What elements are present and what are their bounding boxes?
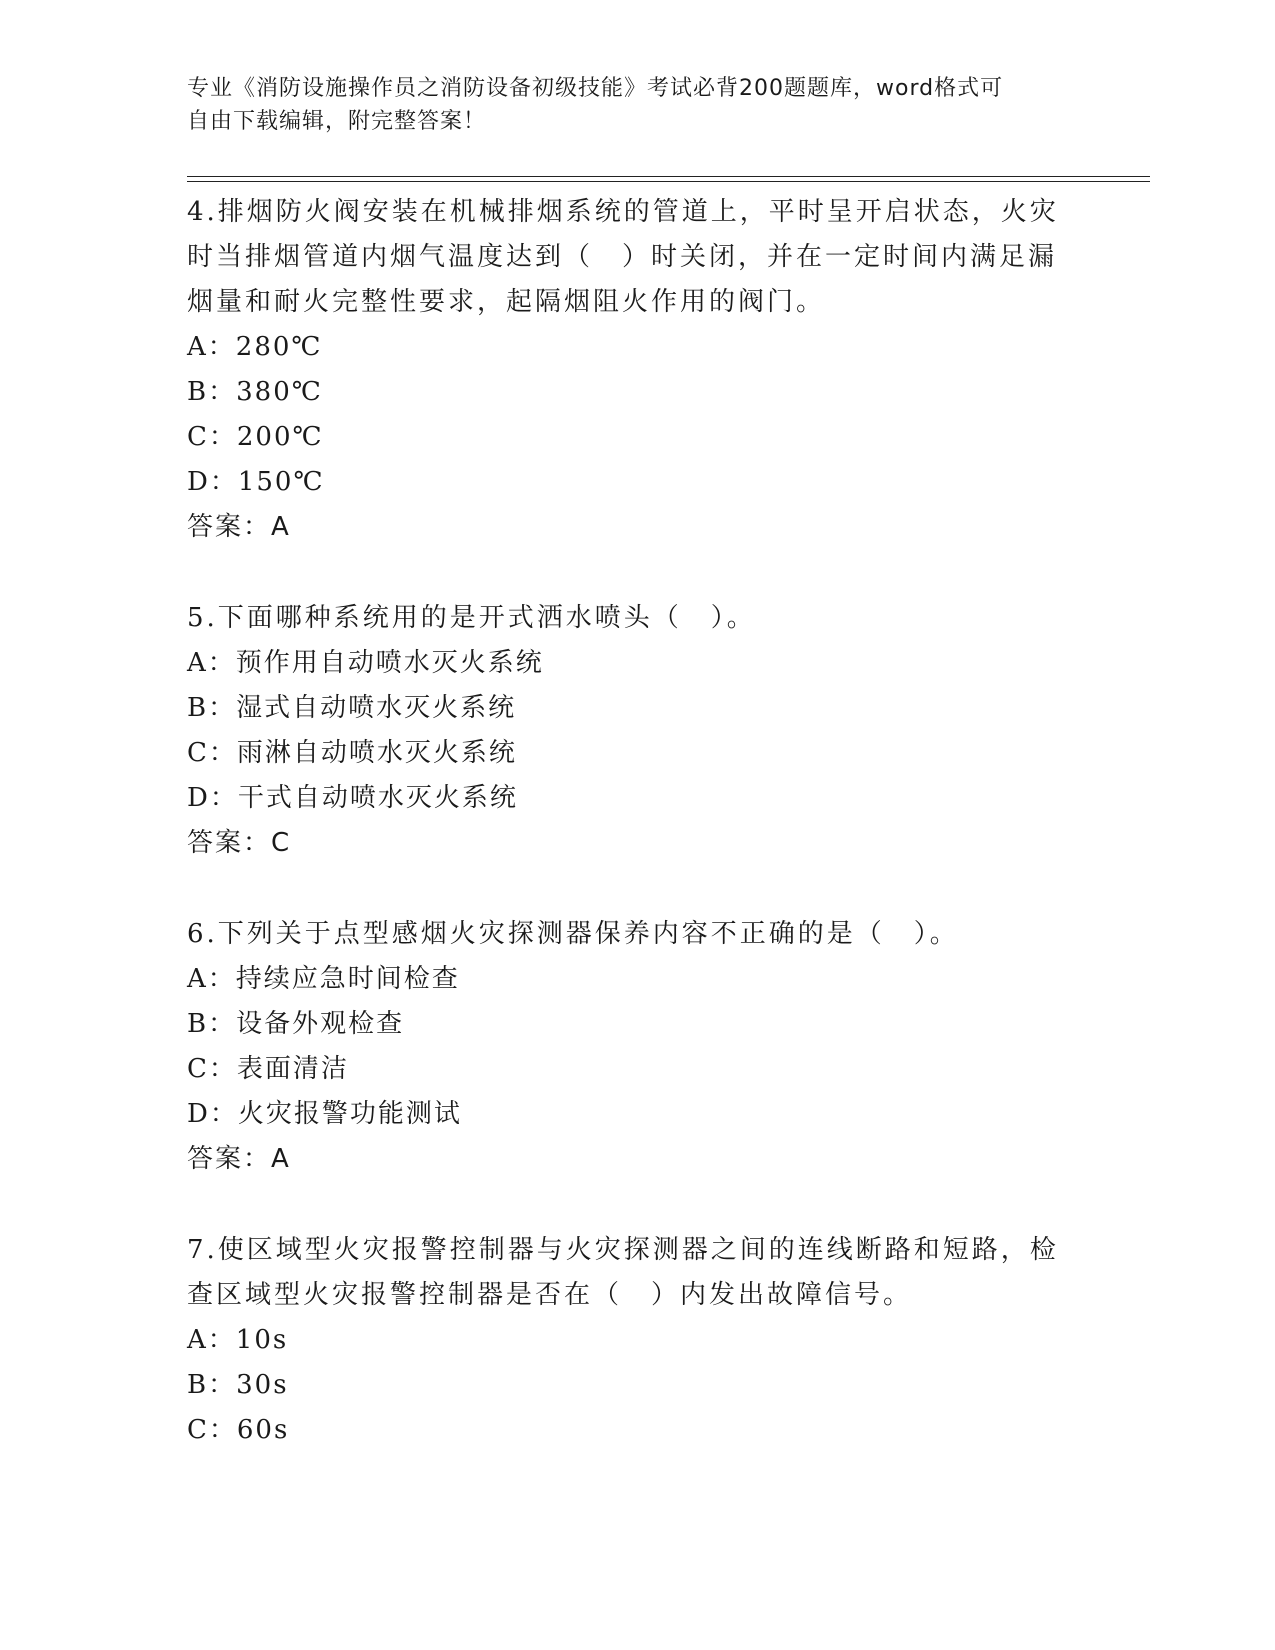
option-c: C：表面清洁 (187, 1054, 349, 1084)
question-6 (187, 912, 1067, 1182)
question-list (187, 190, 1067, 1453)
header-divider-bottom (187, 181, 1150, 182)
option-d: D：干式自动喷水灭火系统 (187, 783, 518, 813)
question-stem-line: 6.下列关于点型感烟火灾探测器保养内容不正确的是（ ）。 (187, 919, 959, 949)
question-stem-line: 4.排烟防火阀安装在机械排烟系统的管道上，平时呈开启状态，火灾 (187, 197, 1059, 227)
answer-line: 答案：A (187, 1144, 291, 1174)
answer-line: 答案：C (187, 828, 292, 858)
option-b: B：30s (187, 1370, 289, 1400)
option-a: A：280℃ (187, 332, 323, 362)
option-a: A：10s (187, 1325, 289, 1355)
document-header (187, 72, 1067, 138)
option-a: A：持续应急时间检查 (187, 964, 460, 994)
option-c: C：60s (187, 1415, 290, 1445)
option-d: D：火灾报警功能测试 (187, 1099, 462, 1129)
question-stem-line: 7.使区域型火灾报警控制器与火灾探测器之间的连线断路和短路，检 (187, 1235, 1059, 1265)
option-b: B：湿式自动喷水灭火系统 (187, 693, 517, 723)
option-b: B：设备外观检查 (187, 1009, 405, 1039)
option-c: C：雨淋自动喷水灭火系统 (187, 738, 517, 768)
question-stem-line: 5.下面哪种系统用的是开式洒水喷头（ ）。 (187, 603, 756, 633)
option-c: C：200℃ (187, 422, 324, 452)
option-b: B：380℃ (187, 377, 323, 407)
header-divider-top (187, 176, 1150, 177)
question-5 (187, 596, 1067, 866)
question-4 (187, 190, 1067, 550)
answer-line: 答案：A (187, 512, 291, 542)
question-stem-line: 时当排烟管道内烟气温度达到（ ）时关闭，并在一定时间内满足漏 (187, 242, 1058, 272)
question-stem-line: 烟量和耐火完整性要求，起隔烟阻火作用的阀门。 (187, 287, 826, 317)
header-line-2: 自由下载编辑，附完整答案！ (187, 109, 487, 134)
header-line-1: 专业《消防设施操作员之消防设备初级技能》考试必背200题题库，word格式可 (187, 76, 1004, 101)
option-a: A：预作用自动喷水灭火系统 (187, 648, 544, 678)
question-stem-line: 查区域型火灾报警控制器是否在（ ）内发出故障信号。 (187, 1280, 913, 1310)
question-7 (187, 1228, 1067, 1453)
option-d: D：150℃ (187, 467, 325, 497)
